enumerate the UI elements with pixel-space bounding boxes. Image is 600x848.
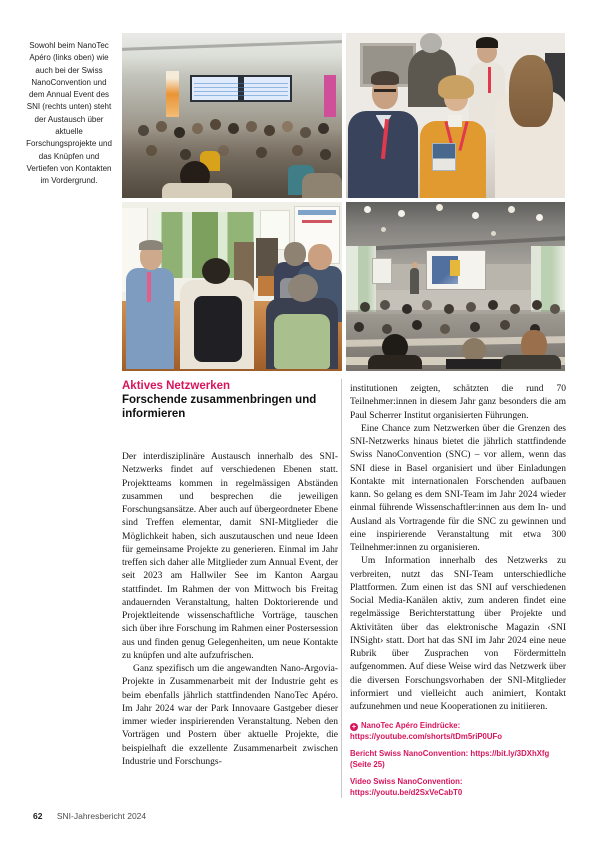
link-list [350, 721, 566, 798]
brochure [432, 143, 456, 171]
paragraph: Der interdisziplinäre Austausch innerhalb des SNI-Netzwerks findet auf verschiedenen Ebenen statt. Projektteams kommen in regelmässigen Abständen zusammen und besprechen die jeweiligen Forschungsansätze. Aber auch auf übergeordneter Ebene sind Treffen elementar, damit SNI-Mitglieder die Möglichkeit haben, sich auszutauschen und neue Ideen für gemeinsame Projekte zu generieren. Einmal im Jahr treffen sich daher alle Mitglieder zum Annual Event, der seit 2023 am Hallwiler See im Kanton Aargau stattfindet. Im Rahmen der von Mittwoch bis Freitag andauernden Veranstaltung, halten Doktorierende und Projektleitende wissenschaftliche Vorträge, tauschen sich über ihre Forschung im Rahmen einer Postersession aus und finden genug Gelegenheiten, um neue Kontakte zu knüpfen und alte aufzufrischen. [122, 452, 338, 661]
rollup-banner-orange [166, 71, 179, 117]
paragraph: Ganz spezifisch um die angewandten Nano-Argovia-Projekte in Zusammenarbeit mit der Industrie geht es beim ebenfalls jährlich stattfindenden NanoTec Apéro. Im Jahr 2024 war der Park Innovaare Gastgeber dieser immer wieder inspirierenden Veranstaltung. Neben den Vorträgen und Postern über aktuelle Projekte, die beispielhaft die exzellente Zusammenarbeit zwischen Industrie und Forschungs- [122, 664, 338, 767]
photo-nanotec-apero-audience [122, 33, 342, 198]
photo-annual-event-seminar [346, 202, 566, 371]
article-left-column [122, 379, 338, 769]
photo-poster-session [122, 202, 342, 371]
photo-networking-conversation [346, 33, 566, 198]
link-video-swiss-nanoconvention[interactable]: Video Swiss NanoConvention: https://youtu.be/d2SxVeCabT0 [350, 777, 463, 797]
link-label: NanoTec Apéro Eindrücke: https://youtube.com/shorts/tDm5riP0UFo [350, 721, 503, 741]
photo-caption: Sowohl beim NanoTec Apéro (links oben) wie auch bei der Swiss NanoConvention und dem Annual Event des SNI (rechts unten) steht der Austausch über aktuelle Forschungsprojekte und das Knüpfen und Vertiefen von Kontakten im Vordergrund. [26, 41, 112, 186]
photo-grid [122, 33, 565, 371]
green-backpack [274, 314, 330, 369]
black-backpack [194, 296, 242, 362]
document-title: SNI-Jahresbericht 2024 [56, 811, 147, 821]
page-number: 62 [33, 811, 43, 821]
page-footer [33, 811, 146, 821]
rollup-banner-pink [324, 75, 336, 117]
plus-circle-icon: + [351, 722, 357, 732]
paragraph: institutionen zeigten, schätzten die rund 70 Teilnehmer:innen in diesem Jahr ganz besonders die am Paul Scherrer Institut organisierten Führungen. [350, 384, 566, 421]
section-kicker: Aktives Netzwerken [122, 380, 231, 392]
presenter [410, 268, 419, 294]
link-nanotec-apero-video[interactable] [350, 721, 566, 742]
flipchart [372, 258, 392, 284]
article-right-column [341, 379, 566, 798]
paragraph: Eine Chance zum Netzwerken über die Grenzen des SNI-Netzwerks hinaus bietet die jährlich stattfindende Swiss NanoConvention (SNC) – vor allem, wenn das SNI diese in Basel organisiert und über Einladungen Kontakte mit internationalen Forschenden aufbauen kann. So gelang es dem SNI-Team im Jahr 2024 wieder einmal führende Wissenschaftler:innen aus dem In- und Ausland als Vortragende für die SNC zu gewinnen und eine inspirierende Veranstaltung mit etwa 300 Teilnehmer:innen zu organisieren. [350, 423, 566, 553]
paragraph: Um Information innerhalb des Netzwerks zu verbreiten, nutzt das SNI-Team unterschiedliche Plattformen. Zum einen ist das SNI auf verschiedenen Social Media-Kanälen aktiv, zum anderen findet eine regelmässige Berichterstattung über Projekte und Aktivitäten über das elektronische Magazin ‹SNI INSight› statt. Dort hat das SNI im Jahr 2024 eine neue Rubrik über Zusprachen von Fördermitteln aufgenommen. Auf diese Weise wird das Netzwerk über die diversen Forschungsvorhaben der SNI-Mitglieder informiert und vielleicht auch animiert, Kontakt aufzunehmen und neue Kooperationen zu initiieren. [350, 556, 566, 712]
link-bericht-swiss-nanoconvention[interactable]: Bericht Swiss NanoConvention: https://bit.ly/3DXhXfg (Seite 25) [350, 749, 550, 769]
article-headline: Forschende zusammenbringen und informieren [122, 394, 317, 420]
